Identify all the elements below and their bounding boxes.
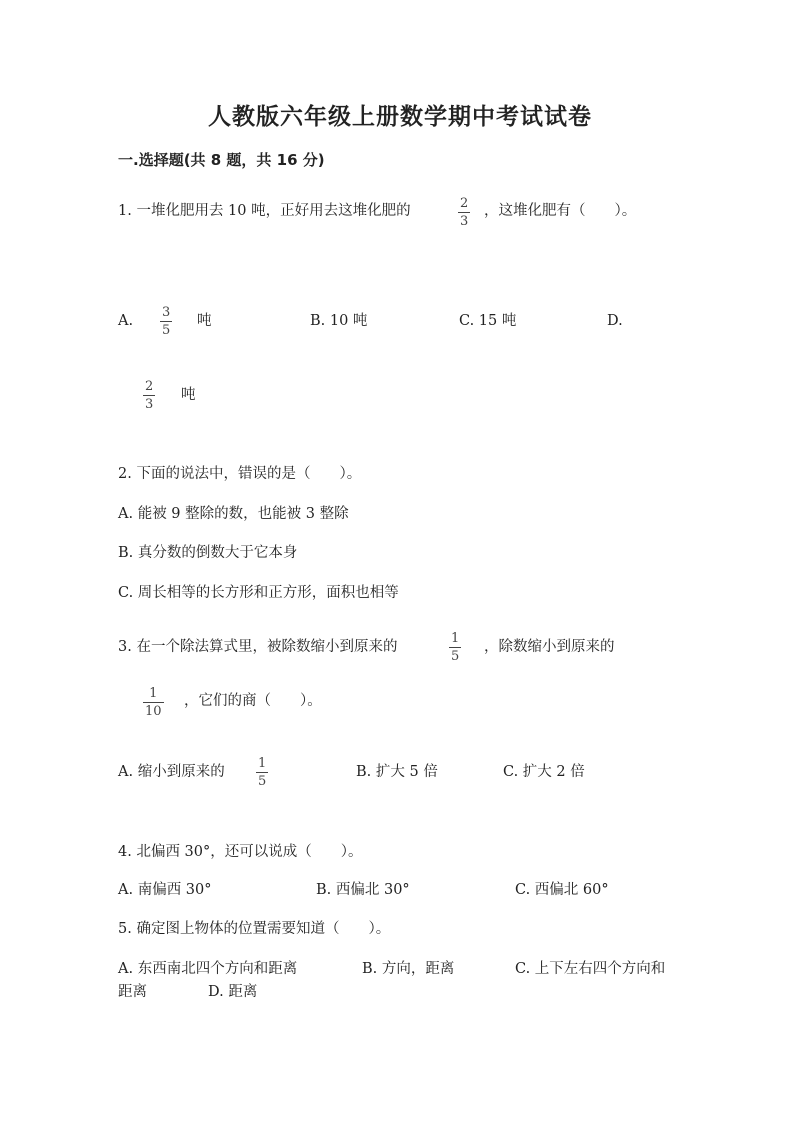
fraction-bar (143, 395, 155, 396)
question-2-option-a: A. 能被 9 整除的数，也能被 3 整除 (118, 506, 349, 522)
fraction-bar (449, 647, 461, 648)
question-4-option-b: B. 西偏北 30° (316, 882, 410, 898)
question-1-option-a-label: A. (118, 313, 134, 329)
question-1-fraction (458, 196, 470, 229)
fraction-denominator: 10 (145, 704, 162, 719)
question-1-option-a-fraction (160, 305, 172, 338)
fraction-numerator: 1 (451, 631, 460, 646)
fraction-denominator: 3 (460, 214, 469, 229)
question-3-fraction-2 (143, 686, 164, 719)
fraction-bar (160, 321, 172, 322)
question-3-option-a-label: A. 缩小到原来的 (118, 764, 225, 780)
page-title: 人教版六年级上册数学期中考试试卷 (208, 104, 592, 130)
question-4-text: 4. 北偏西 30°，还可以说成（ ）。 (118, 844, 363, 860)
fraction-numerator: 2 (460, 196, 469, 211)
fraction-denominator: 3 (145, 397, 154, 412)
fraction-denominator: 5 (162, 323, 171, 338)
question-5-option-c: C. 上下左右四个方向和 (515, 961, 666, 977)
question-5-option-a: A. 东西南北四个方向和距离 (118, 961, 298, 977)
question-1-option-a-unit: 吨 (197, 313, 212, 329)
question-4-option-c: C. 西偏北 60° (515, 882, 609, 898)
question-3-fraction-1 (449, 631, 461, 664)
question-1-text-b: ，这堆化肥有（ ）。 (484, 203, 637, 219)
fraction-numerator: 3 (162, 305, 171, 320)
fraction-denominator: 5 (451, 649, 460, 664)
question-3-text-c: ，它们的商（ ）。 (184, 693, 322, 709)
fraction-numerator: 1 (149, 686, 158, 701)
section-heading-choice: 一.选择题(共 8 题，共 16 分) (118, 151, 325, 169)
question-3-text-b: ，除数缩小到原来的 (484, 639, 615, 655)
question-2-text: 2. 下面的说法中，错误的是（ ）。 (118, 466, 362, 482)
question-2-option-c: C. 周长相等的长方形和正方形，面积也相等 (118, 585, 399, 601)
fraction-denominator: 5 (258, 774, 267, 789)
question-1-option-c: C. 15 吨 (459, 313, 517, 329)
question-1-text-a: 1. 一堆化肥用去 10 吨，正好用去这堆化肥的 (118, 203, 411, 219)
question-3-option-c: C. 扩大 2 倍 (503, 764, 585, 780)
question-5-text: 5. 确定图上物体的位置需要知道（ ）。 (118, 921, 391, 937)
question-5-option-b: B. 方向，距离 (362, 961, 455, 977)
question-5-option-c-continued: 距离 (118, 984, 147, 1000)
fraction-numerator: 2 (145, 379, 154, 394)
question-1-option-d-label: D. (607, 313, 623, 329)
question-3-text-a: 3. 在一个除法算式里，被除数缩小到原来的 (118, 639, 398, 655)
fraction-numerator: 1 (258, 756, 267, 771)
fraction-bar (458, 212, 470, 213)
question-4-option-a: A. 南偏西 30° (118, 882, 212, 898)
question-2-option-b: B. 真分数的倒数大于它本身 (118, 545, 298, 561)
question-1-option-d-unit: 吨 (181, 387, 196, 403)
question-1-option-b: B. 10 吨 (310, 313, 368, 329)
fraction-bar (143, 702, 164, 703)
question-3-option-a-fraction (256, 756, 268, 789)
fraction-bar (256, 772, 268, 773)
question-1-option-d-fraction (143, 379, 155, 412)
question-5-option-d: D. 距离 (208, 984, 258, 1000)
question-3-option-b: B. 扩大 5 倍 (356, 764, 438, 780)
